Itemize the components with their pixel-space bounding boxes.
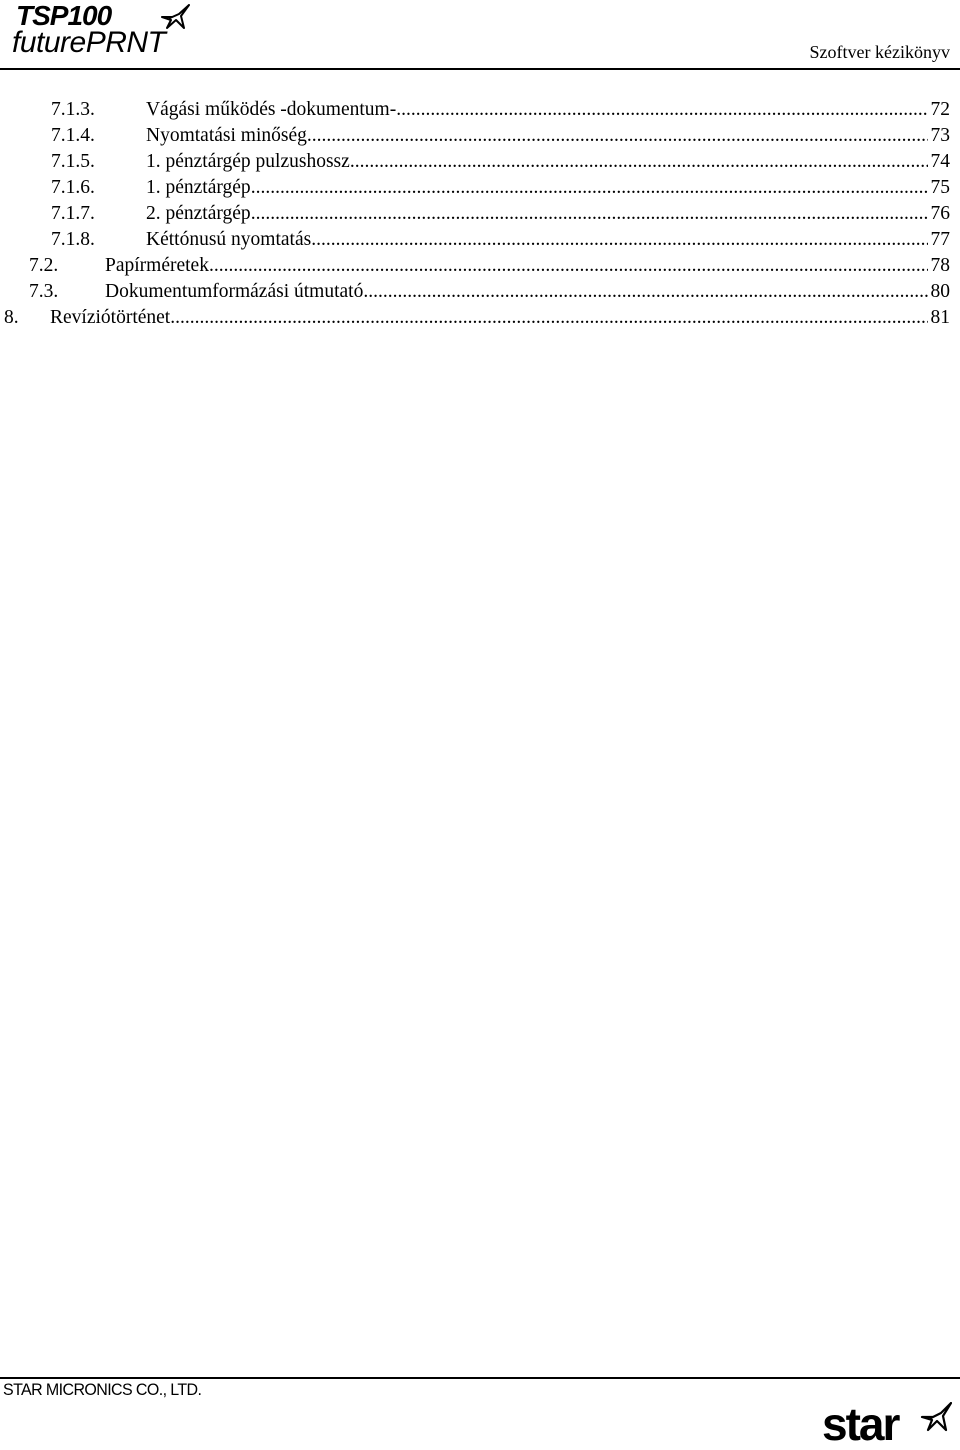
toc-entry-title: 1. pénztárgép pulzushossz [146,151,350,172]
tsp100-futureprnt-logo [10,2,235,60]
toc-entry-page: 80 [930,281,950,302]
star-icon [920,1402,952,1432]
toc-entry-page: 74 [930,151,950,172]
toc-entry-number: 8. [4,307,19,328]
toc-entry-page: 72 [930,99,950,120]
toc-entry-page: 73 [930,125,950,146]
logo-line-2: futurePRNT [12,26,166,59]
document-title: Szoftver kézikönyv [809,42,950,62]
toc-entry-number: 7.1.3. [51,99,95,120]
toc-entry-title: Revíziótörténet [50,307,171,328]
brand-wordmark: star [822,1398,899,1450]
toc-dot-leader [209,253,928,279]
toc-entry[interactable] [51,201,950,227]
toc-entry-title: Kéttónusú nyomtatás [146,229,312,250]
toc-entry-number: 7.1.6. [51,177,95,198]
toc-entry-number: 7.2. [29,255,59,276]
footer-divider [0,1377,960,1379]
toc-entry-title: 2. pénztárgép [146,203,251,224]
toc-entry-page: 77 [930,229,950,250]
toc-dot-leader [350,149,928,175]
star-brand-logo [822,1398,952,1450]
toc-entry-title: Papírméretek [105,255,209,276]
toc-entry-title: Dokumentumformázási útmutató [105,281,364,302]
toc-entry-title: Vágási működés -dokumentum- [146,99,397,120]
toc-entry[interactable] [51,123,950,149]
toc-entry-page: 81 [930,307,950,328]
logo-line-1: TSP100 [16,0,112,31]
toc-entry-number: 7.1.7. [51,203,95,224]
header-divider [0,68,960,70]
toc-dot-leader [363,279,927,305]
company-name: STAR MICRONICS CO., LTD. [3,1381,202,1400]
toc-dot-leader [251,201,928,227]
toc-entry[interactable] [4,305,950,331]
toc-entry-page: 78 [930,255,950,276]
toc-dot-leader [170,305,927,331]
toc-entry-page: 76 [930,203,950,224]
toc-entry-number: 7.1.5. [51,151,95,172]
toc-entry-number: 7.3. [29,281,59,302]
toc-entry[interactable] [51,149,950,175]
toc-dot-leader [396,97,927,123]
toc-entry[interactable] [51,97,950,123]
toc-dot-leader [307,123,928,149]
toc-entry[interactable] [51,175,950,201]
toc-dot-leader [251,175,928,201]
toc-entry-number: 7.1.4. [51,125,95,146]
toc-entry-title: 1. pénztárgép [146,177,251,198]
toc-entry-page: 75 [930,177,950,198]
toc-entry-number: 7.1.8. [51,229,95,250]
toc-entry-title: Nyomtatási minőség [146,125,307,146]
toc-entry[interactable] [51,227,950,253]
toc-entry[interactable] [29,279,950,305]
toc-entry[interactable] [29,253,950,279]
toc-dot-leader [311,227,927,253]
